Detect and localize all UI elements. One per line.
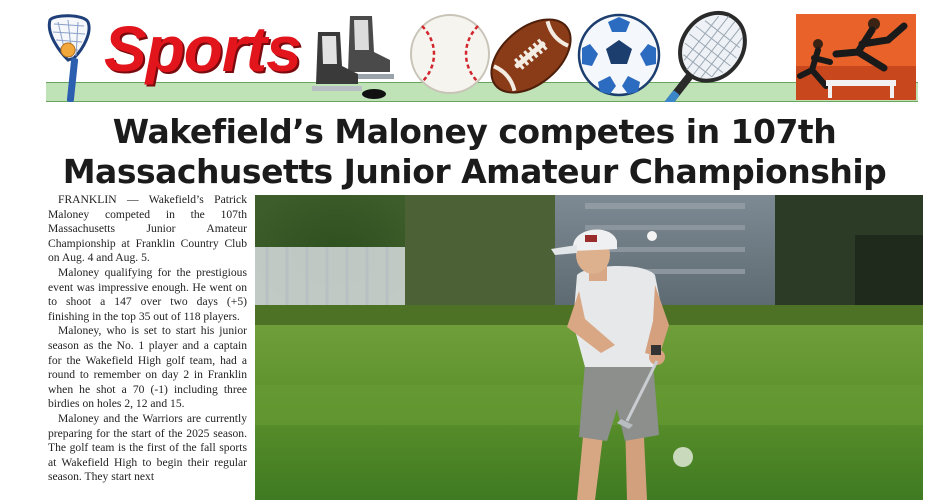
article-headline: [0, 112, 949, 192]
article-body: [48, 193, 247, 485]
football-icon: [482, 8, 580, 104]
golfer-chipping-photo: [255, 195, 923, 500]
soccer-ball-icon: [576, 12, 662, 98]
article-paragraph: FRANKLIN — Wakefield’s Patrick Maloney competed in the 107th Massachusetts Junior Amateur Championship at Franklin Country Club on Aug. 4 and Aug. 5.: [48, 193, 247, 265]
lacrosse-stick-icon: [44, 14, 100, 102]
tennis-racket-icon: [664, 10, 788, 102]
article-paragraph: Maloney, who is set to start his junior season as the No. 1 player and a captain for the Wakefield High golf team, had a round to remember on day 2 in Franklin when he shot a 70 (-1) including three birdies on holes 2, 12 and 15.: [48, 324, 247, 411]
sports-section-label: Sports: [104, 13, 301, 85]
headline-line-1: Wakefield’s Maloney competes in 107th: [112, 112, 837, 151]
baseball-icon: [408, 12, 492, 96]
sports-masthead: [0, 0, 949, 104]
article-paragraph: Maloney qualifying for the prestigious event was impressive enough. He went on to shoot a 147 over two days (+5) finishing in the top 35 out of 118 players.: [48, 265, 247, 323]
headline-line-2: Massachusetts Junior Amateur Championship: [62, 152, 887, 191]
track-hurdles-icon: [796, 14, 916, 100]
ice-skates-icon: [310, 12, 398, 102]
article-paragraph: Maloney and the Warriors are currently preparing for the start of the 2025 season. The golf team is the first of the fall sports at Wakefield High to begin their regular season. They start next: [48, 411, 247, 484]
